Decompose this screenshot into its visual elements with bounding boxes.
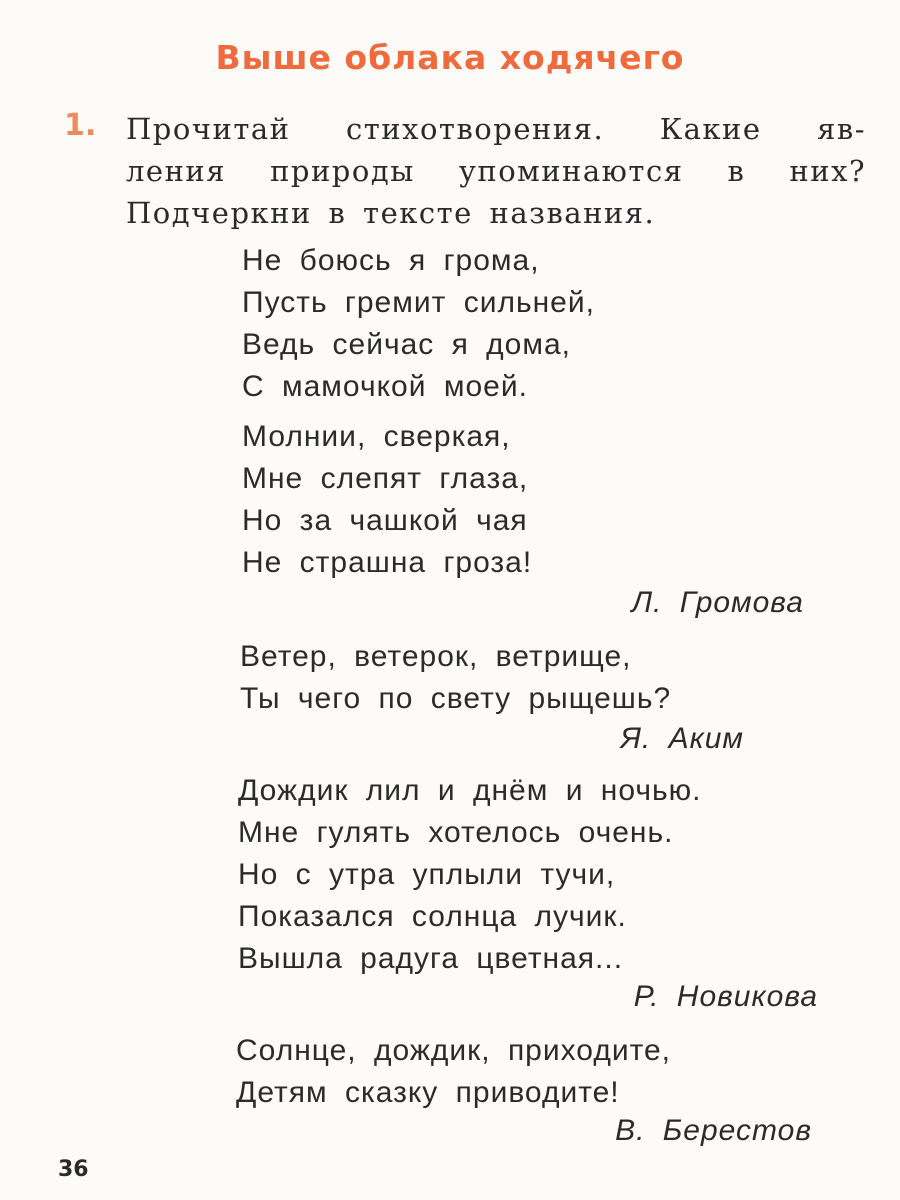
author-akim: Я. Аким <box>620 722 744 755</box>
page-title: Выше облака ходячего <box>215 38 685 77</box>
task-number: 1. <box>64 108 97 143</box>
poem-line: Дождик лил и днём и ночью. <box>238 774 702 807</box>
author-gromova: Л. Громова <box>631 586 804 619</box>
poem-line: Мне слепят глаза, <box>242 462 529 495</box>
poem-berestov <box>236 1030 671 1114</box>
poem-line: Мне гулять хотелось очень. <box>238 816 674 849</box>
task-line: Подчеркни в тексте названия. <box>126 196 656 230</box>
poem-line: С мамочкой моей. <box>242 370 528 403</box>
task-line: Прочитай стихотворения. Какие яв- <box>126 112 866 146</box>
poem-line: Но за чашкой чая <box>242 504 528 537</box>
poem-gromova-stanza-2 <box>242 416 532 584</box>
poem-line: Солнце, дождик, приходите, <box>236 1034 672 1067</box>
poem-line: Показался солнца лучик. <box>238 900 627 933</box>
poem-line: Вышла радуга цветная... <box>238 942 624 975</box>
poem-line: Детям сказку приводите! <box>236 1076 620 1109</box>
poem-line: Ветер, ветерок, ветрище, <box>240 640 632 673</box>
poem-line: Ты чего по свету рыщешь? <box>240 682 672 715</box>
author-novikova: Р. Новикова <box>633 980 818 1013</box>
poem-line: Но с утра уплыли тучи, <box>238 858 616 891</box>
task-instruction <box>126 108 866 234</box>
poem-line: Пусть гремит сильней, <box>242 286 595 319</box>
author-berestov: В. Берестов <box>615 1114 812 1147</box>
poem-line: Не боюсь я грома, <box>242 244 540 277</box>
poem-gromova-stanza-1 <box>242 240 595 408</box>
poem-line: Ведь сейчас я дома, <box>242 328 572 361</box>
poem-akim <box>240 636 671 720</box>
poem-line: Не страшна гроза! <box>242 546 533 579</box>
poem-line: Молнии, сверкая, <box>242 420 511 453</box>
task-line: ления природы упоминаются в них? <box>126 154 866 188</box>
page-number: 36 <box>58 1157 89 1182</box>
poem-novikova <box>238 770 702 980</box>
